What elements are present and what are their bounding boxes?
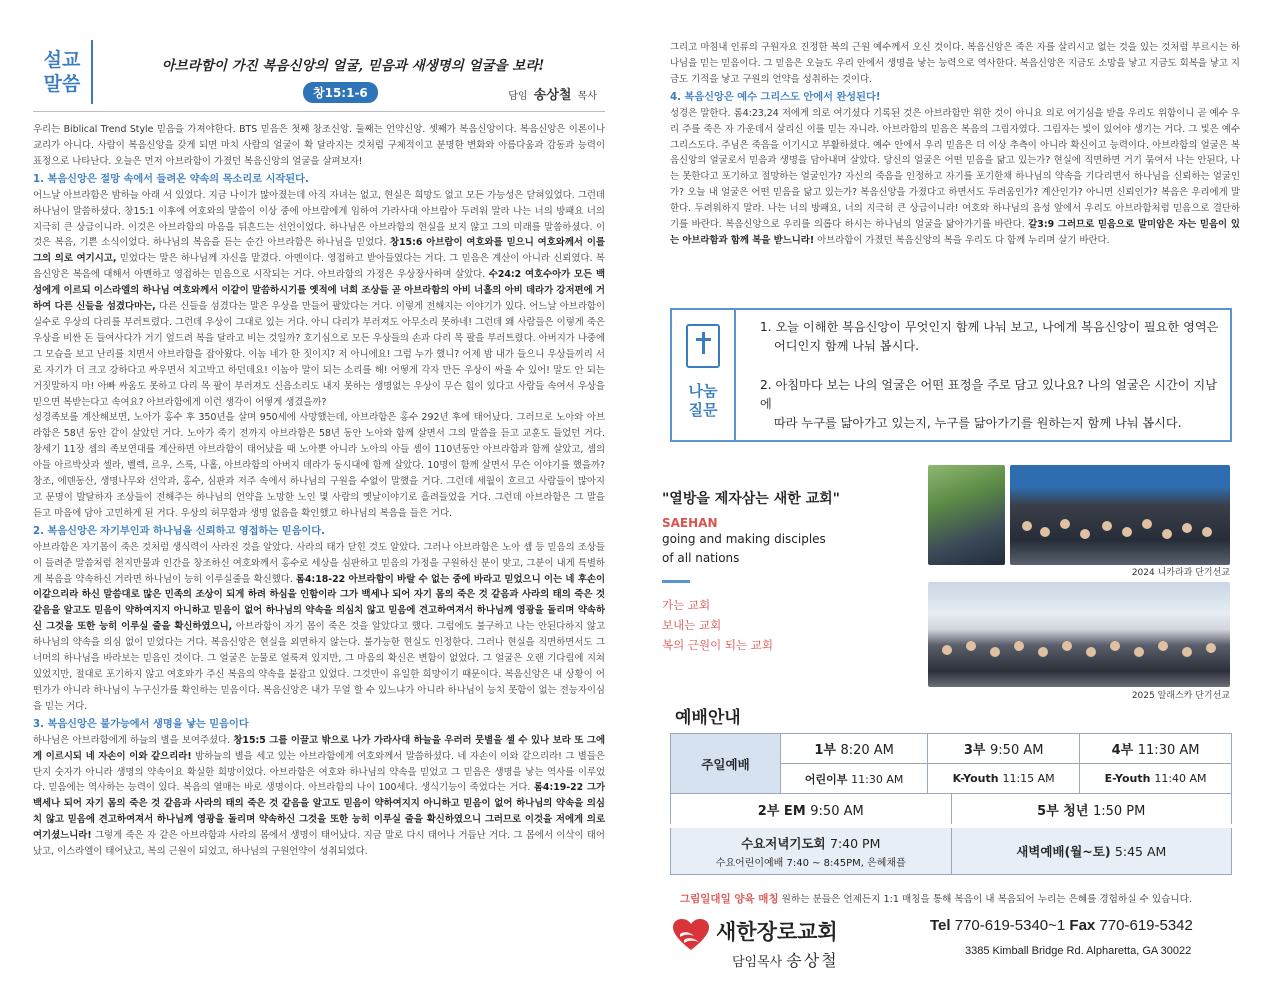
kyouth-service: K-Youth 11:15 AM	[928, 764, 1080, 794]
sermon-title: 아브라함이 가진 복음신앙의 얼굴, 믿음과 새생명의 얼굴을 보라!	[161, 58, 545, 74]
mentoring-notice: 그림일대일 양육 매칭 원하는 분들은 언제든지 1:1 매칭을 통해 복음이 내 복음되어 누리는 은혜를 경험하실 수 있습니다.	[680, 893, 1192, 905]
section-4-text: 성경은 말한다. 롬4:23,24 저에게 의로 여기셨다 기록된 것은 아브라함만 위한 것이 아니요 의로 여기심을 받을 우리도 위함이니 곧 예수 우리 주를 죽은 자 가운데서 살리신 이를 믿는 자니라. 아브라함의 믿음은 복음의 그림자였다. 그림자는 빛이 있어야 생기는 거다. 그 빛은 예수 그리스도다. 주님은 죽음을 이기시고 부활하셨다. 예수 안에서 우리 믿음은 더 이상 추측이 아니라 확신이고 능력이다. 아브라함의 얼굴은 복음신앙의 얼굴로서 믿음과 생명을 담아내며 살았다. 당신의 얼굴은 어떤 믿음을 닮고 있는가? 현실에 직면하면 거기 묶여서 나는 안된다, 나는 못한다고 포기하고 절망하는 얼굴인가? 자신의 죽음을 인정하고 자기를 포기한채 하나님의 약속을 기다리면서 하나님을 신뢰하는 얼굴인가? 오늘 내 얼굴은 어떤 믿음을 닮고 있는가? 복음신앙을 가졌다고 하면서도 두려움인가? 계산인가? 아니면 신뢰인가? 복음은 우리에게 말한다. 두려워하지 말라. 나는 너의 방패요, 너의 지극히 큰 상급이니라! 여호와 하나님의 음성 앞에서 우리도 아브라함처럼 믿음으로 결단하기를 바란다. 복음신앙으로 우리를 의롭다 하시는 하나님의 얼굴을 닮아가기를 바란다. 갈3:9 그러므로 믿음으로 말미암은 자는 믿음이 있는 아브라함과 함께 복을 받느니라! 아브라함이 가졌던 복음신앙의 복을 우리도 다 함께 누리며 살기 바란다.	[670, 107, 1240, 246]
photo-caption-1: 2024 니카라과 단기선교	[1131, 568, 1230, 578]
section-heading-2: 2. 복음신앙은 자기부인과 하나님을 신뢰하고 영접하는 믿음이다.	[33, 525, 325, 537]
sermon-body	[33, 122, 605, 860]
service-3: 3부 9:50 AM	[928, 734, 1080, 764]
sharing-label: 나눔 질문	[688, 382, 718, 419]
sunday-worship-label: 주일예배	[671, 734, 781, 794]
mission-photo-nicaragua-2	[1010, 465, 1230, 565]
section-1-text: 어느날 아브라함은 밤하늘 아래 서 있었다. 지금 나이가 많아졌는데 아직 자녀는 없고, 현실은 희망도 없고 모든 가능성은 닫혀있었다. 그런데 하나님이 말씀하셨다. 창15:1 이후에 여호와의 말씀이 이상 중에 아브람에게 임하여 가라사대 아브람아 두려워 말라 나는 너의 방패요 너의 지극히 큰 상급이니라. 이것은 아브라함의 마음을 뒤흔드는 선언이었다. 하나님은 아브라함의 현실을 보지 않고 그의 미래를 말씀하셨다. 이것은 복음, 기쁜 소식이었다. 하나님의 복음을 듣는 순간 아브라함은 하나님을 믿었다. 창15:6 아브람이 여호와를 믿으니 여호와께서 이를 그의 의로 여기시고, 믿었다는 말은 하나님께 자신을 맡겼다. 아멘이다. 영접하고 받아들였다는 거다. 그 믿음은 계산이 아니라 신뢰였다. 복음신앙은 복음에 대해서 아멘하고 영접하는 믿음으로 시작되는 거다. 아브라함의 가정은 우상장사하며 살았다. 수24:2 여호수아가 모든 백성에게 이르되 이스라엘의 하나님 여호와께서 이같이 말씀하시기를 옛적에 너희 조상들 곧 아브라함의 아비 너홀의 아비 데라가 강저편에 거하여 다른 신들을 섬겼다마는, 다른 신들을 섬겼다는 말은 우상을 만들어 팔았다는 거다. 이렇게 전해지는 이야기가 있다. 어느날 아브라함이 실수로 우상의 다리를 부러트렸다. 그런데 우상이 그대로 있는 거다. 아니 다리가 부러져도 아무소리 못하네! 그런데 왜 사람들은 이렇게 죽은 우상을 비싼 돈 들여사다가 거기 엎드려 복을 달라고 비는 것일까? 호기심으로 모든 우상들의 손과 다리 목 팔을 부러트렸다. 아버지가 나중에 그 모습을 보고 난리를 치면서 아브라함을 잡아왔다. 이놈 네가 한 짓이지? 저 아니에요! 그럼 누가 했니? 어제 밤 내가 들으니 우상들끼리 서로 자기가 더 크고 강하다고 싸우면서 치고박고 하던데요! 이놈아 말이 되는 소리를 해! 어떻게 각자 만든 우상이 싸울 수 있어! 말도 안 되는 거짓말하지 마! 아빠 싸움도 못하고 다리 목 팔이 부러져도 신음소리도 내지 못하는 생명없는 우상이 무슨 힘이 있다고 사람들 속여서 우상을 믿으면 복받는다고 속여요? 아브라함에게 이런 생각이 어떻게 생겼을까?	[33, 189, 605, 408]
photo-caption-2: 2025 알래스카 단기선교	[1131, 691, 1230, 701]
scripture-badge: 창15:1-6	[303, 82, 378, 103]
section-2-text: 아브라함은 자기몸이 죽은 것처럼 생식력이 사라진 것을 알았다. 사라의 태가 닫힌 것도 알았다. 그러나 아브라함은 노아 셈 등 믿음의 조상들이 들려준 말씀처럼 천지만물과 인간을 창조하신 여호와께서 홍수로 세상을 심판하고 믿음의 가정을 구원하신 분이 맞고, 그분이 내게 특별하게 복음을 약속하신 거라면 하나님이 능히 이루실줄을 확신했다. 롬4:18-22 아브라함이 바랄 수 없는 중에 바라고 믿었으니 이는 네 후손이 이같으리라 하신 말씀대로 많은 민족의 조상이 되게 하려 하심을 인함이라 그가 백세나 되어 자기 몸의 죽은 것 같음과 사라의 태의 죽은 것 같음을 알고도 믿음이 약하여지지 아니하고 믿음이 없어 하나님의 약속을 의심치 않고 믿음에 견고하여져서 하나님께 영광을 돌리며 약속하신 그것을 또한 능히 이루실 줄을 확신하였으니, 아브라함이 자기 몸이 죽은 것을 알았다고 했다. 그럼에도 불구하고 나는 안된다하지 않고 하나님의 약속을 의심 없이 믿었다는 거다. 복음신앙은 현실을 외면하지 않는다. 불가능한 현실도 인정한다. 그러나 현실을 직면하면서도 그 너머의 하나님을 바라보는 믿음인 것이다. 그 얼굴은 눈물로 얼룩져 있지만, 그 마음의 확신은 변함이 없었다. 그 얼굴은 오랜 기다림에 지쳐있었지만, 절대로 포기하지 않고 여호와가 주신 복음의 약속을 붙잡고 있었다. 그것만이 유일한 희망이기 때문이다. 복음신앙은 내 상황이 어떤가가 아니라 하나님이 누구신가를 확인하는 믿음이다. 복음신앙은 내가 무얼 할 수 있느냐가 아니라 하나님이 능치 못함이 없는 전능자이심을 믿는 거다.	[33, 541, 605, 712]
church-name: 새한장로교회	[716, 920, 838, 944]
sermon-continuation	[670, 40, 1240, 249]
church-address: 3385 Kimball Bridge Rd. Alpharetta, GA 30022	[965, 945, 1192, 957]
kids-service: 어린이부 11:30 AM	[781, 764, 928, 794]
section-heading-3: 3. 복음신앙은 불가능에서 생명을 낳는 믿음이다	[33, 718, 249, 730]
eyouth-service: E-Youth 11:40 AM	[1080, 764, 1232, 794]
sermon-column	[33, 40, 605, 970]
dawn-worship: 새벽예배(월~토) 5:45 AM	[951, 828, 1231, 874]
service-2-em: 2부 EM 9:50 AM	[671, 794, 951, 824]
worship-schedule-table	[670, 733, 1232, 875]
sermon-pastor: 담임 송상철 목사	[508, 88, 597, 103]
mission-photo-nicaragua-1	[928, 465, 1005, 565]
heart-logo-icon	[672, 918, 710, 952]
vision-en-line-2: of all nations	[662, 551, 740, 565]
continuation-text: 그리고 마침내 인류의 구원자요 진정한 복의 근원 예수께서 오신 것이다. 복음신앙은 죽은 자를 살리시고 없는 것을 있는 것처럼 부르시는 하나님을 믿는 믿음이다. 그 믿음은 오늘도 우리 안에서 생명을 낳는 능력으로 역사한다. 복음신앙은 지금도 소망을 낳고 지금도 회복을 낳고 지금도 기적을 낳고 구원의 언약을 성취하는 것이다.	[670, 42, 1240, 85]
section-1-text-2: 성경족보를 계산해보면, 노아가 홍수 후 350년을 살며 950세에 사망했는데, 아브라함은 홍수 292년 후에 태어났다. 그러므로 노아와 아브라함은 58년 동안 같이 살았던 거다. 노아가 죽기 전까지 아브라함은 58년 동안 노아와 함께 살면서 그의 말씀을 듣고 교훈도 들었던 거다. 창세기 11장 셈의 족보연대를 계산하면 아브라함이 태어났을 때 노아뿐 아니라 노아의 아들 셈이 110년동안 아브라함과 함께 살았고, 셈의 아들 아르박삿과 셀라, 벨렉, 르우, 스룩, 나홀, 아브라함의 아버지 데라가 동시대에 함께 살았다. 10명이 함께 살면서 무슨 이야기를 했을까? 창조, 에덴동산, 생명나무와 선악과, 홍수, 심판과 저주 속에서 하나님의 구원을 수없이 말했을 거다. 그런데 세월이 흐르고 사람들이 많아지고 문명이 발달하자 조상들이 전해주는 하나님의 언약을 노망한 노인 몇 사람의 옛날이야기로 흘려들었을 거다. 그런데 아브라함은 그 말을 듣고 마음에 담아 고민하게 된 거다. 우상의 허무함과 생명 없음을 확인했고 하나님의 복음을 들은 거다.	[33, 412, 605, 519]
service-1: 1부 8:20 AM	[781, 734, 928, 764]
service-4: 4부 11:30 AM	[1080, 734, 1232, 764]
church-logo	[672, 914, 892, 970]
church-contact: Tel 770-619-5340~1 Fax 770-619-5342	[930, 917, 1193, 934]
service-5-youth: 5부 청년 1:50 PM	[1037, 803, 1146, 819]
vision-title: "열방을 제자삼는 새한 교회"	[662, 491, 840, 507]
sermon-tag: 설교 말씀	[33, 40, 93, 104]
sharing-questions-box	[670, 308, 1232, 442]
worship-title: 예배안내	[675, 708, 741, 728]
mission-photo-alaska	[928, 582, 1230, 687]
section-heading-1: 1. 복음신앙은 절망 속에서 들려온 약속의 목소리로 시작된다.	[33, 173, 309, 185]
vision-ko-list: 가는 교회 보내는 교회 복의 근원이 되는 교회	[662, 598, 773, 652]
sharing-question-1: 1. 오늘 이해한 복음신앙이 무엇인지 함께 나눠 보고, 나에게 복음신앙이 필요한 영역은 어디인지 함께 나눠 봅시다.	[760, 320, 1219, 353]
sermon-header	[33, 40, 605, 112]
sermon-intro: 우리는 Biblical Trend Style 믿음을 가져야한다. BTS 믿음은 첫째 창조신앙. 둘째는 언약신앙. 셋째가 복음신앙이다. 복음신앙은 이론이나 교리가 아니다. 사람이 복음신앙을 갖게 되면 마치 사람의 얼굴이 확 달라지는 것처럼 구체적이고 분명한 변화와 아름다움과 감동과 능력이 표정으로 나타난다. 오늘은 먼저 아브라함이 가졌던 복음신앙의 얼굴을 살펴보자!	[33, 124, 605, 167]
sharing-question-2: 2. 아침마다 보는 나의 얼굴은 어떤 표정을 주로 담고 있나요? 나의 얼굴은 시간이 지남에 따라 누구를 닮아가고 있는지, 누구를 닮아가기를 원하는지 함께 나눠 봅시다.	[760, 378, 1217, 430]
vision-en-name: SAEHAN	[662, 516, 718, 530]
church-vision	[662, 488, 932, 655]
vision-divider	[662, 580, 690, 583]
section-3-text: 하나님은 아브라함에게 하늘의 별을 보여주셨다. 창15:5 그를 이끌고 밖으로 나가 가라사대 하늘을 우러러 뭇별을 셀 수 있나 보라 또 그에게 이르시되 네 자손이 이와 같으리라! 밤하늘의 별을 세고 있는 아브라함에게 여호와께서 말씀하셨다. 네 자손이 이와 같으리라! 그 별들은 단지 숫자가 아니라 생명의 약속이요 확실한 희망이었다. 아브라함은 여호와 하나님의 약속을 믿었고 그 믿음은 생명을 낳는 역사를 이루었다. 믿음에는 역사하는 능력이 있다. 복음의 열매는 바로 생명이다. 아브라함의 나이 100세다. 생식기능이 죽었다는 거다. 롬4:19-22 그가 백세나 되어 자기 몸의 죽은 것 같음과 사라의 태의 죽은 것 같음을 알고도 믿음이 약하여지지 아니하고 믿음이 없어 하나님의 약속을 의심치 않고 믿음에 견고하여져서 하나님께 영광을 돌리며 약속하신 그것을 또한 능히 이루실 줄을 확신하였으니 그러므로 이것을 저에게 의로 여기셨느니라! 그렇게 죽은 자 같은 아브라함과 사라의 몸에서 생명이 태어났다. 지금 말로 다시 태어나 거듭난 거다. 그 몸에서 이삭이 태어났고, 이스라엘이 태어났고, 복의 근원이 되었고, 하나님의 구원언약이 성취되었다.	[33, 734, 605, 858]
church-pastor: 담임목사 송상철	[732, 951, 839, 970]
wednesday-prayer: 수요저녁기도회 7:40 PM 수요어린이예배 7:40 ~ 8:45PM, 은혜채플	[671, 828, 951, 874]
section-heading-4: 4. 복음신앙은 예수 그리스도 안에서 완성된다!	[670, 91, 881, 103]
bible-icon	[686, 324, 720, 368]
vision-en-line-1: going and making disciples	[662, 532, 826, 546]
